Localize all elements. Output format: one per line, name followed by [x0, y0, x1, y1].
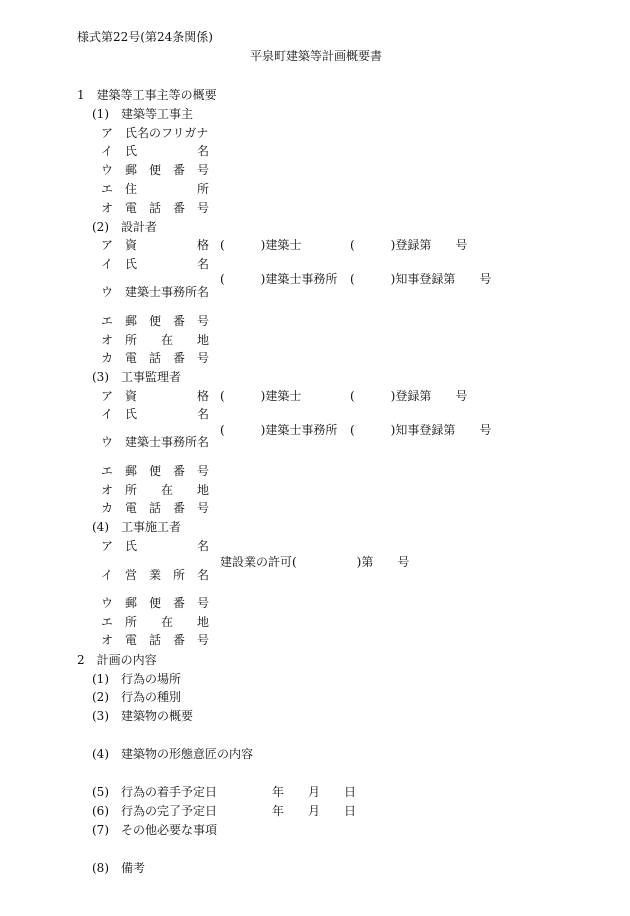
supervisor-office-class: ( )建築士事務所 — [220, 423, 338, 437]
designer-qualification-label: ア 資 格 — [101, 238, 210, 252]
section-2-heading: 2 計画の内容 — [77, 653, 157, 667]
designer-office-label: ウ 建築士事務所名 — [101, 285, 210, 299]
plan-kind-label: (2) 行為の種別 — [92, 690, 181, 704]
designer-office-registration: ( )知事登録第 号 — [350, 272, 492, 286]
plan-building-label: (3) 建築物の概要 — [92, 709, 193, 723]
contractor-name-label: ア 氏 名 — [101, 539, 210, 553]
contractor-office-label: イ 営 業 所 名 — [101, 568, 210, 582]
owner-name-label: イ 氏 名 — [101, 144, 210, 158]
designer-phone-label: カ 電 話 番 号 — [101, 351, 210, 365]
designer-office-class: ( )建築士事務所 — [220, 272, 338, 286]
designer-qualification-class: ( )建築士 — [220, 238, 302, 252]
plan-design-label: (4) 建築物の形態意匠の内容 — [92, 747, 253, 761]
owner-furigana-label: ア 氏名のフリガナ — [101, 126, 209, 140]
designer-registration-number: ( )登録第 号 — [350, 238, 468, 252]
supervisor-registration-number: ( )登録第 号 — [350, 389, 468, 403]
designer-name-label: イ 氏 名 — [101, 257, 210, 271]
designer-location-label: オ 所 在 地 — [101, 333, 210, 347]
form-number: 様式第22号(第24条関係) — [77, 30, 213, 44]
supervisor-heading: (3) 工事監理者 — [92, 370, 181, 384]
supervisor-qualification-class: ( )建築士 — [220, 389, 302, 403]
owner-postal-label: ウ 郵 便 番 号 — [101, 163, 210, 177]
contractor-postal-label: ウ 郵 便 番 号 — [101, 596, 210, 610]
document-title: 平泉町建築等計画概要書 — [250, 49, 383, 63]
owner-heading: (1) 建築等工事主 — [92, 107, 193, 121]
contractor-heading: (4) 工事施工者 — [92, 520, 181, 534]
designer-postal-label: エ 郵 便 番 号 — [101, 314, 210, 328]
plan-place-label: (1) 行為の場所 — [92, 672, 181, 686]
plan-remarks-label: (8) 備考 — [92, 861, 145, 875]
designer-heading: (2) 設計者 — [92, 220, 157, 234]
supervisor-office-label: ウ 建築士事務所名 — [101, 435, 210, 449]
contractor-permit-number: 建設業の許可( )第 号 — [220, 555, 410, 569]
supervisor-postal-label: エ 郵 便 番 号 — [101, 464, 210, 478]
supervisor-location-label: オ 所 在 地 — [101, 483, 210, 497]
owner-phone-label: オ 電 話 番 号 — [101, 201, 210, 215]
plan-start-date: 年 月 日 — [272, 785, 357, 799]
supervisor-name-label: イ 氏 名 — [101, 407, 210, 421]
plan-end-date: 年 月 日 — [272, 804, 357, 818]
plan-start-label: (5) 行為の着手予定日 — [92, 785, 217, 799]
contractor-location-label: エ 所 在 地 — [101, 615, 210, 629]
plan-other-label: (7) その他必要な事項 — [92, 823, 217, 837]
supervisor-phone-label: カ 電 話 番 号 — [101, 501, 210, 515]
section-1-heading: 1 建築等工事主等の概要 — [77, 88, 217, 102]
plan-end-label: (6) 行為の完了予定日 — [92, 804, 217, 818]
owner-address-label: エ 住 所 — [101, 182, 210, 196]
supervisor-office-registration: ( )知事登録第 号 — [350, 423, 492, 437]
supervisor-qualification-label: ア 資 格 — [101, 389, 210, 403]
contractor-phone-label: オ 電 話 番 号 — [101, 633, 210, 647]
